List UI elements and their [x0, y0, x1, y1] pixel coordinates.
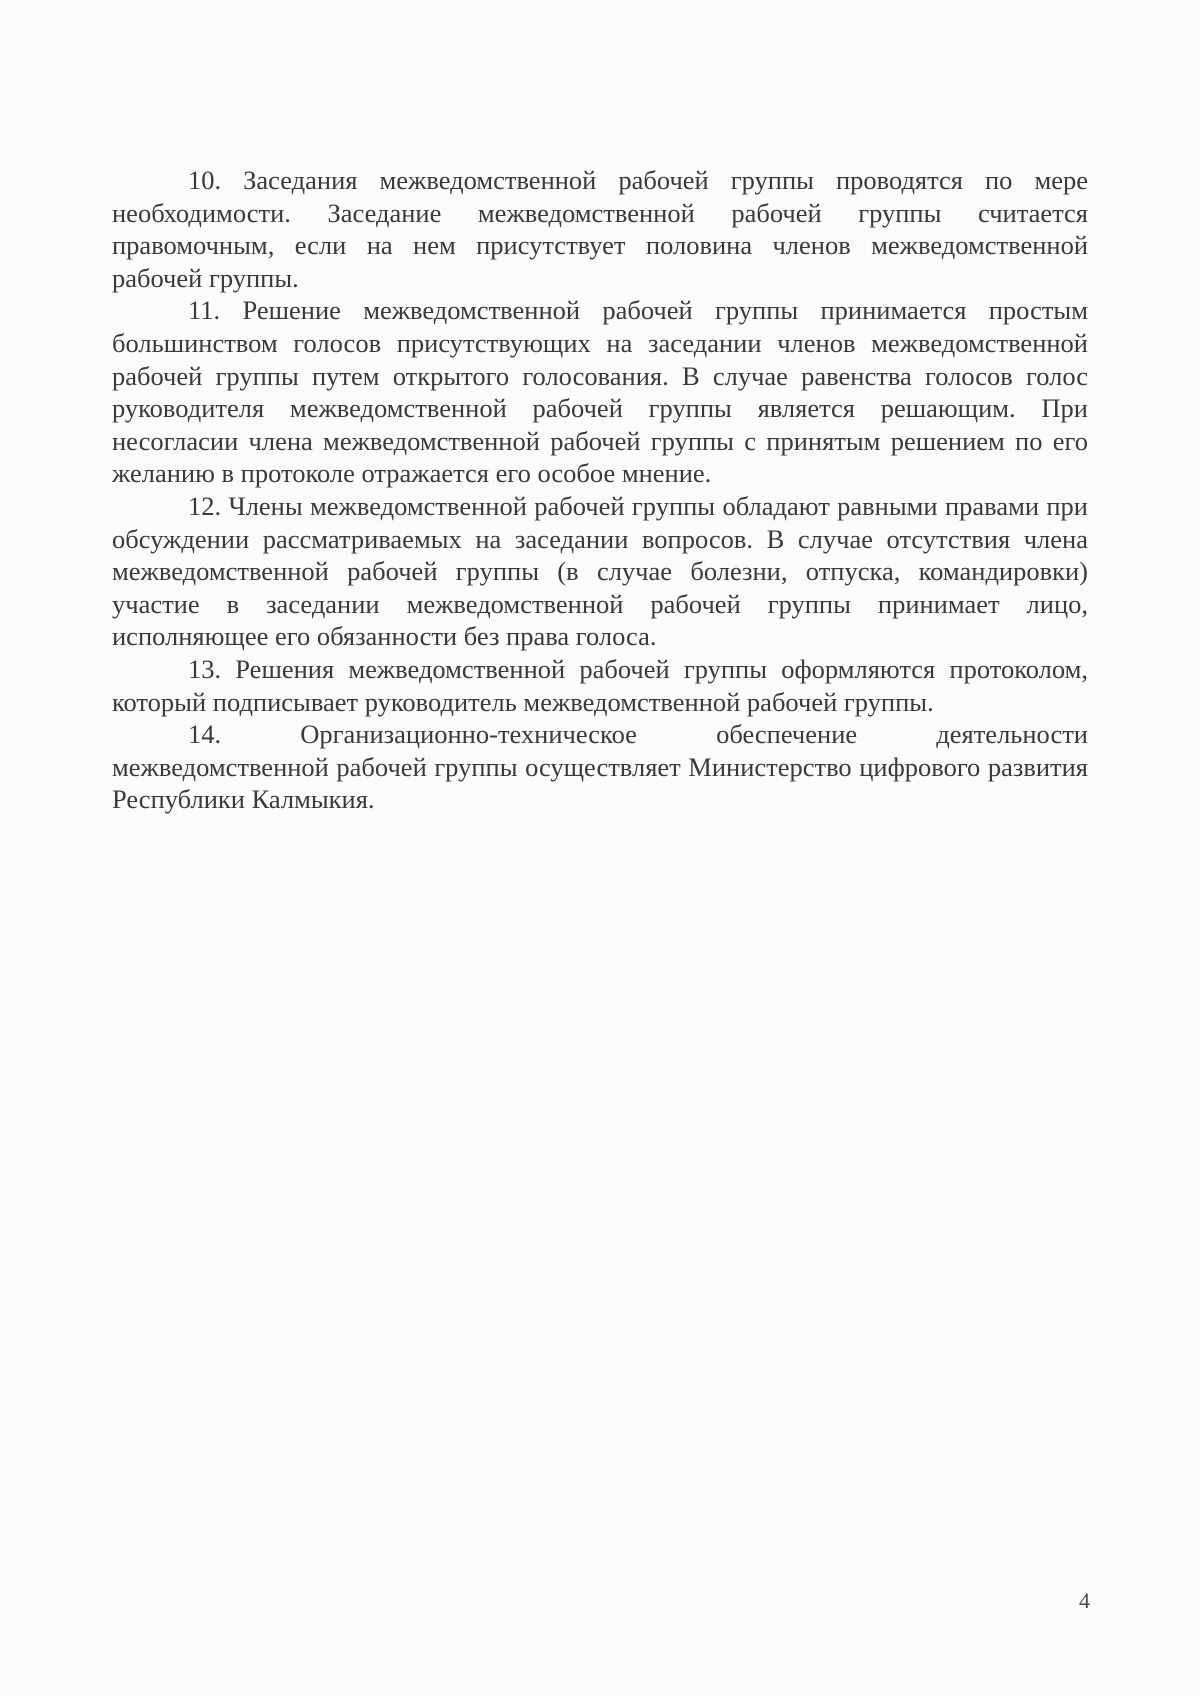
- paragraph-11: 11. Решение межведомственной рабочей группы принимается простым большинством голосов присутствующих на заседании членов межведомственной рабочей группы путем открытого голосования. В случае равенства голосов голос руководителя межведомственной рабочей группы является решающим. При несогласии члена межведомственной рабочей группы с принятым решением по его желанию в протоколе отражается его особое мнение.: [112, 295, 1088, 489]
- paragraph-12: 12. Члены межведомственной рабочей группы обладают равными правами при обсуждении рассматриваемых на заседании вопросов. В случае отсутствия члена межведомственной рабочей группы (в случае болезни, отпуска, командировки) участие в заседании межведомственной рабочей группы принимает лицо, исполняющее его обязанности без права голоса.: [112, 490, 1088, 652]
- document-body: [112, 164, 1088, 816]
- paragraph-13: 13. Решения межведомственной рабочей группы оформляются протоколом, который подписывает руководитель межведомственной рабочей группы.: [112, 653, 1088, 717]
- paragraph-10: 10. Заседания межведомственной рабочей группы проводятся по мере необходимости. Заседание межведомственной рабочей группы считается правомочным, если на нем присутствует половина членов межведомственной рабочей группы.: [112, 165, 1088, 293]
- paragraph-14: 14. Организационно-техническое обеспечение деятельности межведомственной рабочей группы осуществляет Министерство цифрового развития Республики Калмыкия.: [112, 719, 1088, 815]
- page-number: 4: [1079, 1588, 1090, 1613]
